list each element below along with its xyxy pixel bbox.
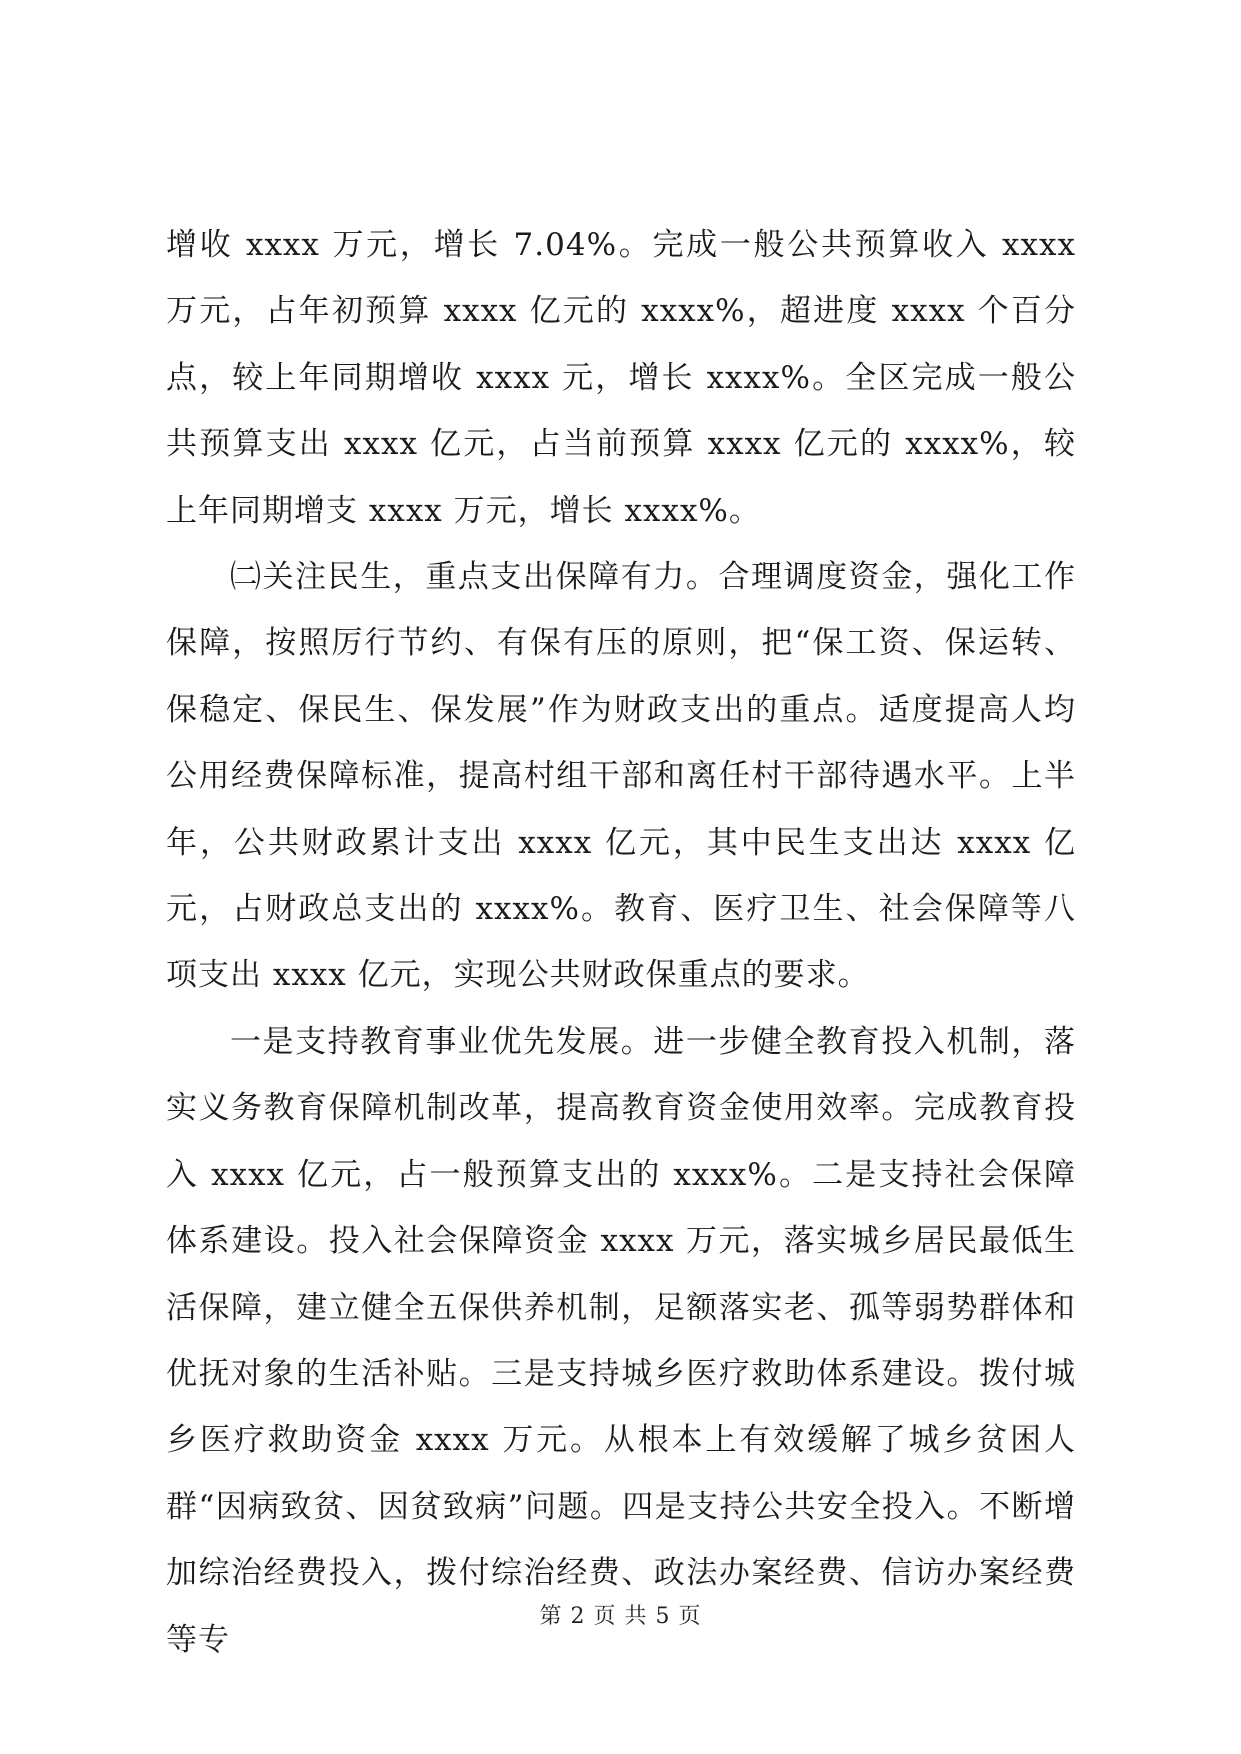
paragraph-2: ㈡关注民生，重点支出保障有力。合理调度资金，强化工作保障，按照厉行节约、有保有压的原则，把“保工资、保运转、保稳定、保民生、保发展”作为财政支出的重点。适度提高人均公用经费保障标准，提高村组干部和离任村干部待遇水平。上半年，公共财政累计支出 xxxx 亿元，其中民生支出达 xxxx 亿元，占财政总支出的 xxxx%。教育、医疗卫生、社会保障等八项支出 xxxx 亿元，实现公共财政保重点的要求。 — [166, 559, 1076, 994]
document-body — [166, 212, 1076, 1673]
paragraph-1: 增收 xxxx 万元，增长 7.04%。完成一般公共预算收入 xxxx 万元，占年初预算 xxxx 亿元的 xxxx%，超进度 xxxx 个百分点，较上年同期增收 xxxx 元，增长 xxxx%。全区完成一般公共预算支出 xxxx 亿元，占当前预算 xxxx 亿元的 xxxx%，较上年同期增支 xxxx 万元，增长 xxxx%。 — [166, 227, 1076, 529]
paragraph-3: 一是支持教育事业优先发展。进一步健全教育投入机制，落实义务教育保障机制改革，提高教育资金使用效率。完成教育投入 xxxx 亿元，占一般预算支出的 xxxx%。二是支持社会保障体系建设。投入社会保障资金 xxxx 万元，落实城乡居民最低生活保障，建立健全五保供养机制，足额落实老、孤等弱势群体和优抚对象的生活补贴。三是支持城乡医疗救助体系建设。拨付城乡医疗救助资金 xxxx 万元。从根本上有效缓解了城乡贫困人群“因病致贫、因贫致病”问题。四是支持公共安全投入。不断增加综治经费投入，拨付综治经费、政法办案经费、信访办案经费等专 — [166, 1023, 1076, 1658]
page-footer: 第 2 页 共 5 页 — [539, 1604, 702, 1629]
